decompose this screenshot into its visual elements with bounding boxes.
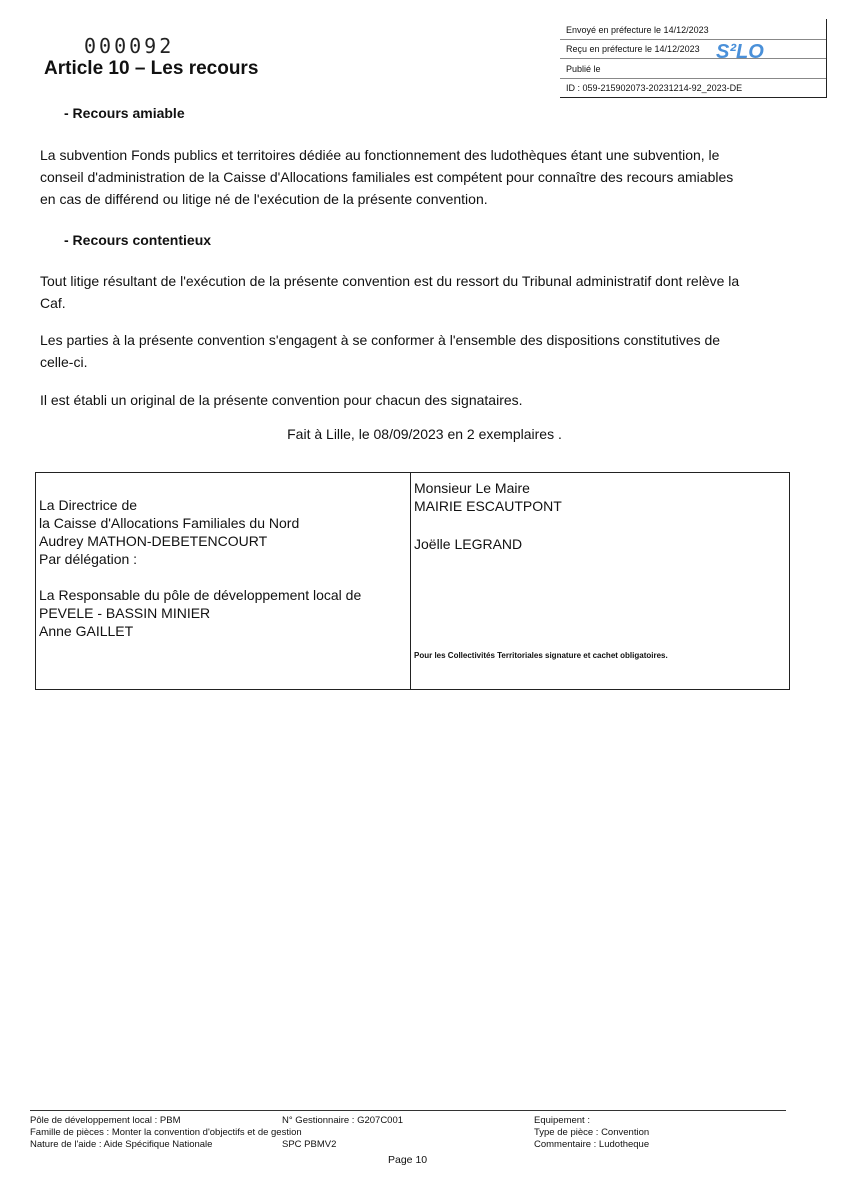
signature-requirement-note: Pour les Collectivités Territoriales signature et cachet obligatoires. (414, 651, 668, 660)
page-number: Page 10 (388, 1154, 428, 1166)
prefecture-sent-date: Envoyé en préfecture le 14/12/2023 (566, 25, 709, 35)
footer-famille: Famille de pièces : Monter la convention d'objectifs et de gestion (30, 1127, 302, 1138)
footer-pole: Pôle de développement local : PBM (30, 1115, 181, 1126)
footer-type-piece: Type de pièce : Convention (534, 1127, 650, 1138)
footer-gestionnaire: N° Gestionnaire : G207C001 (282, 1115, 404, 1126)
footer-commentaire: Commentaire : Ludotheque (534, 1139, 650, 1150)
prefecture-published: Publié le (566, 64, 601, 74)
footer-divider (30, 1110, 786, 1111)
prefecture-id: ID : 059-215902073-20231214-92_2023-DE (566, 83, 743, 93)
signature-cell-mairie (411, 473, 789, 689)
prefecture-received-date: Reçu en préfecture le 14/12/2023 (566, 44, 700, 54)
footer-equipement: Equipement : (534, 1115, 590, 1126)
delegate-title: La Responsable du pôle de développement local de (39, 587, 362, 603)
fait-a-line: Fait à Lille, le 08/09/2023 en 2 exemplaires . (287, 426, 562, 442)
paragraph-line: Les parties à la présente convention s'engagent à se conformer à l'ensemble des dispositions constitutives de (40, 332, 721, 348)
paragraph-contentieux (40, 270, 790, 314)
signature-table (35, 472, 790, 690)
prefecture-divider (560, 58, 826, 59)
prefecture-divider (560, 39, 826, 40)
signatory-title: La Directrice de (39, 497, 138, 513)
article-title: Article 10 – Les recours (44, 58, 259, 79)
section-title-amiable: - Recours amiable (64, 105, 185, 121)
signatory-delegation: Par délégation : (39, 551, 138, 567)
signature-cell-caf (36, 473, 411, 689)
paragraph-line: Tout litige résultant de l'exécution de la présente convention est du ressort du Tribunal administratif dont relève la (40, 273, 740, 289)
stamp-number: 000092 (84, 34, 175, 58)
signatory-organisation: la Caisse d'Allocations Familiales du Nord (39, 515, 300, 531)
delegate-name: Anne GAILLET (39, 623, 134, 639)
paragraph-line: La subvention Fonds publics et territoires dédiée au fonctionnement des ludothèques étant une subvention, le (40, 147, 720, 163)
paragraph-amiable (40, 144, 790, 210)
delegate-territory: PEVELE - BASSIN MINIER (39, 605, 211, 621)
paragraph-original: Il est établi un original de la présente convention pour chacun des signataires. (40, 392, 523, 408)
paragraph-line: conseil d'administration de la Caisse d'Allocations familiales est compétent pour connaître des recours amiables (40, 169, 734, 185)
paragraph-line: celle-ci. (40, 354, 88, 370)
signatory-name: Audrey MATHON-DEBETENCOURT (39, 533, 268, 549)
mayor-title: Monsieur Le Maire (414, 480, 530, 496)
prefecture-divider (560, 78, 826, 79)
mayor-name: Joëlle LEGRAND (414, 536, 523, 552)
paragraph-parties (40, 329, 790, 373)
mairie-name: MAIRIE ESCAUTPONT (414, 498, 562, 514)
section-title-contentieux: - Recours contentieux (64, 232, 212, 248)
paragraph-line: Caf. (40, 295, 66, 311)
paragraph-line: en cas de différend ou litige né de l'exécution de la présente convention. (40, 191, 488, 207)
prefecture-stamp-box (560, 19, 827, 98)
footer-spc: SPC PBMV2 (282, 1139, 337, 1150)
footer-nature: Nature de l'aide : Aide Spécifique Nationale (30, 1139, 213, 1150)
slo-logo: S²LO (716, 41, 764, 63)
